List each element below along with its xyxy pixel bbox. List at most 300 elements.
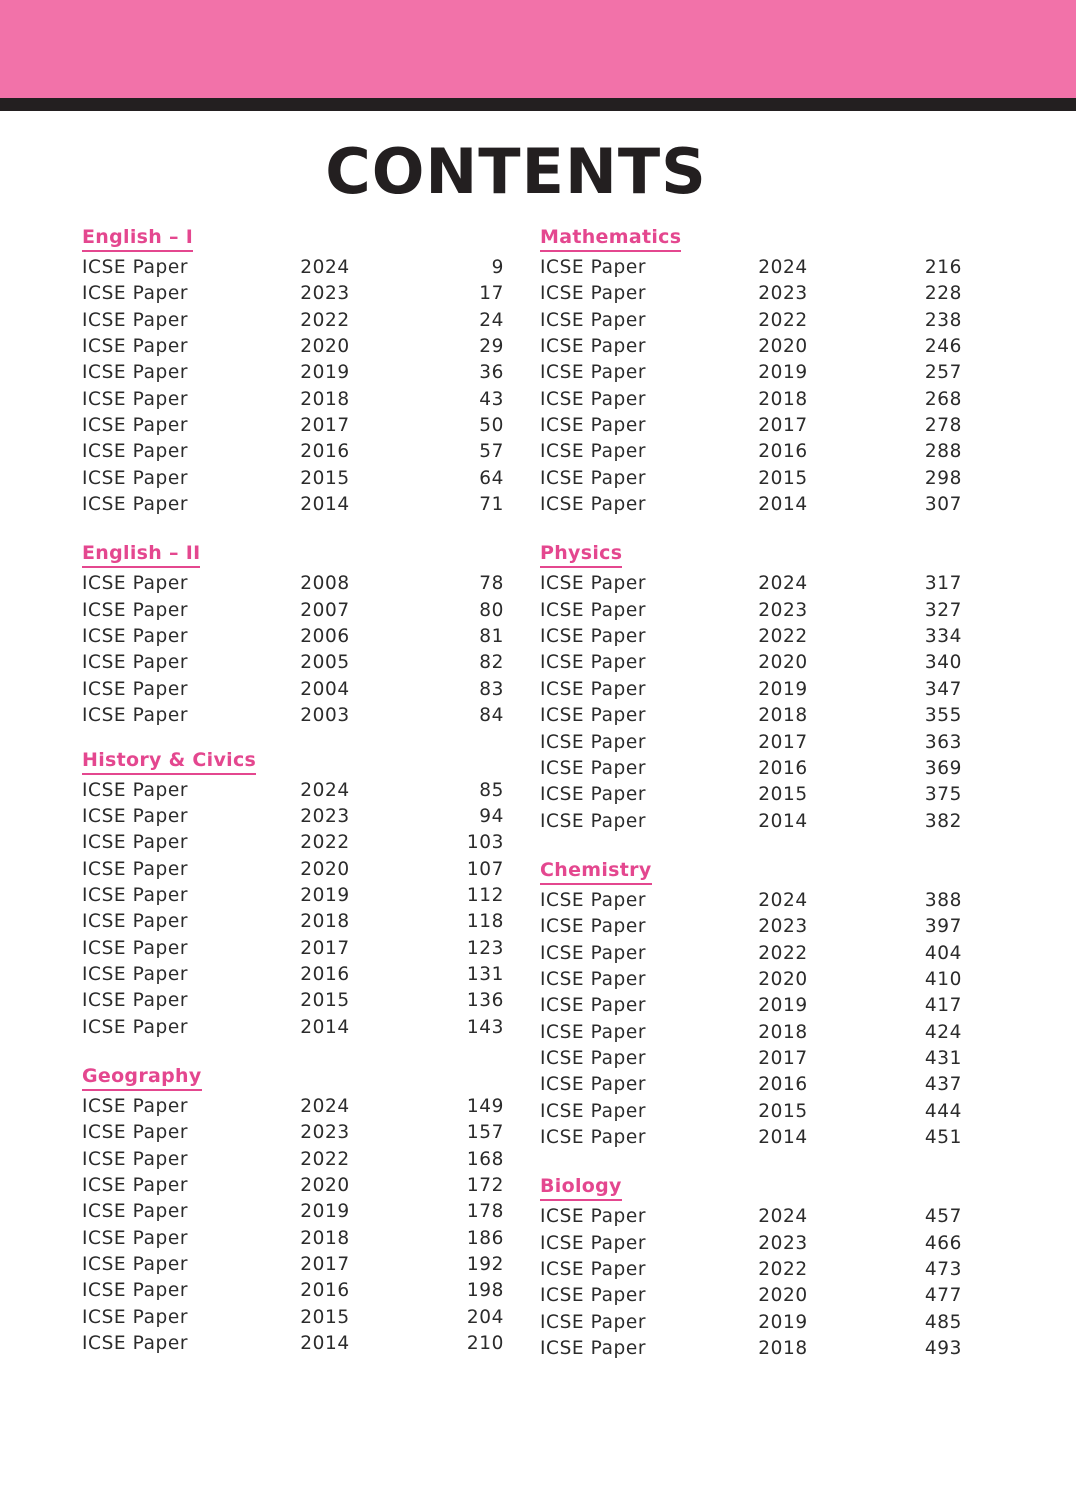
entry-page-number: 50 [479,415,504,437]
contents-entry [82,909,504,935]
entry-page-number: 17 [479,283,504,305]
entry-year: 2016 [758,757,808,779]
entry-title: ICSE Paper [540,995,647,1017]
contents-entry [540,1336,962,1362]
entry-page-number: 123 [466,937,504,959]
contents-entry [82,962,504,988]
contents-entry [540,993,962,1019]
contents-entry [540,1020,962,1046]
contents-entry [540,492,962,518]
entry-page-number: 94 [479,805,504,827]
entry-year: 2024 [758,889,808,911]
entry-year: 2019 [300,1201,350,1223]
contents-entry [82,936,504,962]
entry-page-number: 340 [924,652,962,674]
contents-entry [82,1199,504,1225]
entry-year: 2022 [300,309,350,331]
entry-title: ICSE Paper [82,832,189,854]
entry-title: ICSE Paper [540,1232,647,1254]
section-geography [82,1064,504,1357]
entry-page-number: 228 [924,283,962,305]
contents-entry [540,598,962,624]
section-heading: Physics [540,541,622,568]
entry-title: ICSE Paper [540,388,647,410]
entry-title: ICSE Paper [540,599,647,621]
section-heading: Biology [540,1174,622,1201]
contents-entry [540,782,962,808]
entry-page-number: 451 [924,1126,962,1148]
contents-entry [540,1283,962,1309]
entry-title: ICSE Paper [82,858,189,880]
entry-title: ICSE Paper [540,257,647,278]
contents-entry [82,1120,504,1146]
entry-page-number: 347 [924,678,962,700]
entry-year: 2020 [758,336,808,358]
entry-year: 2022 [758,309,808,331]
entry-page-number: 81 [479,626,504,648]
contents-column-left [82,225,504,1357]
entry-year: 2014 [300,494,350,516]
entry-title: ICSE Paper [82,626,189,648]
header-rule [0,98,1076,111]
entry-page-number: 103 [466,832,504,854]
entry-year: 2020 [758,652,808,674]
entry-year: 2015 [758,784,808,806]
entry-page-number: 80 [479,599,504,621]
contents-entry [540,1231,962,1257]
entry-year: 2022 [758,1259,808,1280]
entry-page-number: 36 [479,362,504,384]
entry-title: ICSE Paper [82,283,189,305]
entry-title: ICSE Paper [82,362,189,384]
contents-entry [540,730,962,756]
entry-title: ICSE Paper [540,1074,647,1096]
entry-year: 2020 [300,1174,350,1196]
page-title: CONTENTS [325,135,707,208]
contents-entry [82,857,504,883]
entry-year: 2014 [758,494,808,516]
entry-page-number: 444 [924,1100,962,1122]
contents-entry [540,914,962,940]
entry-page-number: 437 [924,1074,962,1096]
entry-title: ICSE Paper [540,362,647,384]
entry-title: ICSE Paper [82,1306,189,1328]
entry-page-number: 143 [466,1016,504,1038]
entry-page-number: 388 [924,889,962,911]
entry-page-number: 278 [924,415,962,437]
entry-page-number: 24 [479,309,504,331]
entry-title: ICSE Paper [82,336,189,358]
entry-title: ICSE Paper [82,1280,189,1302]
entry-year: 2024 [758,257,808,278]
section-english-1 [82,225,504,518]
entry-title: ICSE Paper [82,257,189,278]
entry-title: ICSE Paper [82,1201,189,1223]
entry-year: 2006 [300,626,350,648]
entry-title: ICSE Paper [540,652,647,674]
contents-entry [540,334,962,360]
entry-page-number: 382 [924,810,962,832]
entry-page-number: 85 [479,779,504,801]
entry-title: ICSE Paper [82,1333,189,1355]
entry-year: 2020 [300,858,350,880]
entry-page-number: 172 [466,1174,504,1196]
entry-page-number: 424 [924,1021,962,1043]
entry-year: 2018 [758,1338,808,1360]
entry-title: ICSE Paper [82,309,189,331]
entry-page-number: 112 [466,884,504,906]
contents-entry [540,967,962,993]
contents-entry [540,624,962,650]
entry-page-number: 246 [924,336,962,358]
entry-page-number: 78 [479,573,504,595]
entry-title: ICSE Paper [82,779,189,801]
section-heading: Mathematics [540,225,681,252]
entry-list [540,888,962,1151]
contents-entry [540,1204,962,1230]
entry-year: 2008 [300,573,350,595]
entry-year: 2023 [758,599,808,621]
entry-page-number: 192 [466,1254,504,1275]
section-biology [540,1174,962,1362]
entry-page-number: 84 [479,705,504,727]
entry-year: 2015 [300,1306,350,1328]
entry-title: ICSE Paper [540,1126,647,1148]
entry-list [82,571,504,729]
entry-title: ICSE Paper [82,705,189,727]
entry-page-number: 404 [924,942,962,964]
entry-year: 2018 [758,388,808,410]
contents-entry [82,466,504,492]
contents-entry [540,387,962,413]
contents-entry [82,598,504,624]
contents-entry [82,281,504,307]
contents-entry [540,756,962,782]
entry-year: 2019 [758,1311,808,1333]
entry-page-number: 397 [924,916,962,938]
entry-year: 2019 [758,678,808,700]
section-heading: Chemistry [540,858,652,885]
entry-title: ICSE Paper [82,911,189,933]
entry-title: ICSE Paper [82,678,189,700]
entry-page-number: 118 [466,911,504,933]
contents-entry [82,255,504,281]
entry-year: 2020 [300,336,350,358]
entry-page-number: 410 [924,968,962,990]
entry-title: ICSE Paper [540,467,647,489]
entry-page-number: 186 [466,1227,504,1249]
section-mathematics [540,225,962,518]
entry-title: ICSE Paper [82,494,189,516]
entry-list [82,255,504,518]
contents-entry [540,1125,962,1151]
entry-title: ICSE Paper [82,805,189,827]
entry-title: ICSE Paper [540,916,647,938]
entry-page-number: 288 [924,441,962,463]
entry-title: ICSE Paper [82,441,189,463]
entry-page-number: 210 [466,1333,504,1355]
contents-entry [82,1331,504,1357]
entry-year: 2022 [758,942,808,964]
entry-title: ICSE Paper [540,626,647,648]
entry-title: ICSE Paper [540,1206,647,1228]
entry-title: ICSE Paper [540,889,647,911]
entry-page-number: 334 [924,626,962,648]
entry-page-number: 157 [466,1122,504,1144]
entry-page-number: 417 [924,995,962,1017]
contents-entry [540,1046,962,1072]
entry-year: 2016 [300,1280,350,1302]
entry-list [82,778,504,1041]
entry-page-number: 216 [924,257,962,278]
entry-year: 2018 [300,1227,350,1249]
entry-title: ICSE Paper [540,573,647,595]
entry-year: 2024 [300,1095,350,1117]
entry-year: 2018 [758,1021,808,1043]
entry-year: 2005 [300,652,350,674]
entry-title: ICSE Paper [540,494,647,516]
entry-year: 2015 [758,1100,808,1122]
entry-page-number: 131 [466,963,504,985]
entry-title: ICSE Paper [540,731,647,753]
entry-page-number: 257 [924,362,962,384]
entry-title: ICSE Paper [540,415,647,437]
entry-page-number: 198 [466,1280,504,1302]
entry-page-number: 29 [479,336,504,358]
contents-entry [82,624,504,650]
contents-entry [82,804,504,830]
entry-title: ICSE Paper [82,415,189,437]
contents-entry [540,888,962,914]
section-heading: Geography [82,1064,202,1091]
section-history-civics [82,748,504,1041]
contents-column-right [540,225,962,1362]
entry-page-number: 204 [466,1306,504,1328]
entry-page-number: 327 [924,599,962,621]
entry-page-number: 485 [924,1311,962,1333]
entry-page-number: 431 [924,1047,962,1069]
contents-entry [82,308,504,334]
entry-title: ICSE Paper [82,937,189,959]
contents-entry [540,941,962,967]
entry-year: 2016 [300,963,350,985]
entry-title: ICSE Paper [82,1095,189,1117]
entry-year: 2014 [758,1126,808,1148]
entry-year: 2023 [300,283,350,305]
contents-entry [82,492,504,518]
entry-page-number: 307 [924,494,962,516]
entry-page-number: 136 [466,990,504,1012]
contents-entry [82,1147,504,1173]
contents-entry [82,571,504,597]
contents-entry [540,1099,962,1125]
contents-entry [82,1252,504,1278]
entry-year: 2018 [300,388,350,410]
entry-year: 2023 [300,805,350,827]
entry-page-number: 457 [924,1206,962,1228]
entry-title: ICSE Paper [540,1285,647,1307]
entry-page-number: 107 [466,858,504,880]
entry-title: ICSE Paper [82,1016,189,1038]
entry-year: 2018 [300,911,350,933]
contents-entry [82,703,504,729]
section-heading: English – I [82,225,193,252]
entry-page-number: 238 [924,309,962,331]
entry-year: 2024 [300,257,350,278]
entry-year: 2017 [758,1047,808,1069]
entry-title: ICSE Paper [82,652,189,674]
entry-title: ICSE Paper [82,388,189,410]
entry-year: 2017 [300,937,350,959]
entry-page-number: 83 [479,678,504,700]
entry-year: 2016 [758,441,808,463]
contents-entry [540,255,962,281]
contents-entry [82,650,504,676]
entry-list [82,1094,504,1357]
entry-title: ICSE Paper [82,1174,189,1196]
entry-title: ICSE Paper [540,441,647,463]
entry-title: ICSE Paper [540,1047,647,1069]
entry-page-number: 369 [924,757,962,779]
contents-entry [82,1278,504,1304]
entry-year: 2017 [300,415,350,437]
entry-page-number: 57 [479,441,504,463]
entry-year: 2003 [300,705,350,727]
entry-title: ICSE Paper [82,573,189,595]
entry-title: ICSE Paper [540,1259,647,1280]
entry-year: 2023 [758,283,808,305]
entry-page-number: 317 [924,573,962,595]
contents-entry [82,439,504,465]
entry-page-number: 82 [479,652,504,674]
entry-title: ICSE Paper [82,1122,189,1144]
entry-title: ICSE Paper [540,1311,647,1333]
entry-year: 2024 [758,1206,808,1228]
entry-year: 2016 [300,441,350,463]
contents-entry [82,413,504,439]
entry-year: 2016 [758,1074,808,1096]
contents-entry [540,1072,962,1098]
entry-year: 2022 [300,1148,350,1170]
contents-entry [540,571,962,597]
entry-year: 2019 [758,995,808,1017]
entry-title: ICSE Paper [82,1254,189,1275]
entry-page-number: 64 [479,467,504,489]
entry-year: 2017 [758,731,808,753]
entry-page-number: 298 [924,467,962,489]
contents-entry [540,703,962,729]
contents-entry [82,1094,504,1120]
contents-entry [82,677,504,703]
entry-year: 2014 [758,810,808,832]
contents-entry [540,1257,962,1283]
contents-entry [82,1015,504,1041]
entry-page-number: 178 [466,1201,504,1223]
entry-year: 2023 [758,916,808,938]
entry-year: 2015 [758,467,808,489]
contents-entry [82,988,504,1014]
entry-title: ICSE Paper [540,678,647,700]
entry-title: ICSE Paper [540,942,647,964]
entry-year: 2017 [758,415,808,437]
header-band [0,0,1076,98]
entry-title: ICSE Paper [540,283,647,305]
entry-title: ICSE Paper [82,1227,189,1249]
entry-year: 2014 [300,1333,350,1355]
contents-entry [540,466,962,492]
entry-title: ICSE Paper [540,1338,647,1360]
entry-year: 2022 [300,832,350,854]
contents-entry [540,413,962,439]
entry-title: ICSE Paper [540,309,647,331]
entry-page-number: 71 [479,494,504,516]
entry-year: 2022 [758,626,808,648]
contents-entry [82,1226,504,1252]
entry-year: 2020 [758,968,808,990]
contents-entry [540,1310,962,1336]
section-heading: English – II [82,541,200,568]
contents-entry [82,1305,504,1331]
contents-entry [540,677,962,703]
entry-title: ICSE Paper [82,884,189,906]
section-chemistry [540,858,962,1151]
entry-page-number: 473 [924,1259,962,1280]
entry-page-number: 466 [924,1232,962,1254]
contents-entry [540,809,962,835]
entry-year: 2017 [300,1254,350,1275]
contents-entry [540,360,962,386]
entry-title: ICSE Paper [82,467,189,489]
entry-year: 2019 [300,884,350,906]
entry-year: 2020 [758,1285,808,1307]
contents-entry [82,360,504,386]
contents-entry [82,778,504,804]
contents-entry [82,830,504,856]
entry-page-number: 493 [924,1338,962,1360]
entry-year: 2023 [758,1232,808,1254]
entry-year: 2018 [758,705,808,727]
entry-title: ICSE Paper [540,1100,647,1122]
contents-entry [82,1173,504,1199]
entry-title: ICSE Paper [540,968,647,990]
entry-title: ICSE Paper [540,1021,647,1043]
entry-title: ICSE Paper [540,705,647,727]
entry-page-number: 168 [466,1148,504,1170]
entry-year: 2019 [300,362,350,384]
section-heading: History & Civics [82,748,256,775]
entry-page-number: 375 [924,784,962,806]
contents-entry [82,387,504,413]
entry-page-number: 9 [491,257,504,278]
contents-entry [540,281,962,307]
entry-year: 2015 [300,467,350,489]
contents-entry [540,439,962,465]
entry-page-number: 43 [479,388,504,410]
contents-entry [540,308,962,334]
contents-entry [82,883,504,909]
entry-page-number: 149 [466,1095,504,1117]
entry-page-number: 363 [924,731,962,753]
entry-year: 2007 [300,599,350,621]
entry-list [540,255,962,518]
entry-title: ICSE Paper [82,1148,189,1170]
entry-page-number: 268 [924,388,962,410]
entry-year: 2014 [300,1016,350,1038]
entry-year: 2023 [300,1122,350,1144]
entry-title: ICSE Paper [82,599,189,621]
entry-year: 2004 [300,678,350,700]
entry-title: ICSE Paper [540,336,647,358]
